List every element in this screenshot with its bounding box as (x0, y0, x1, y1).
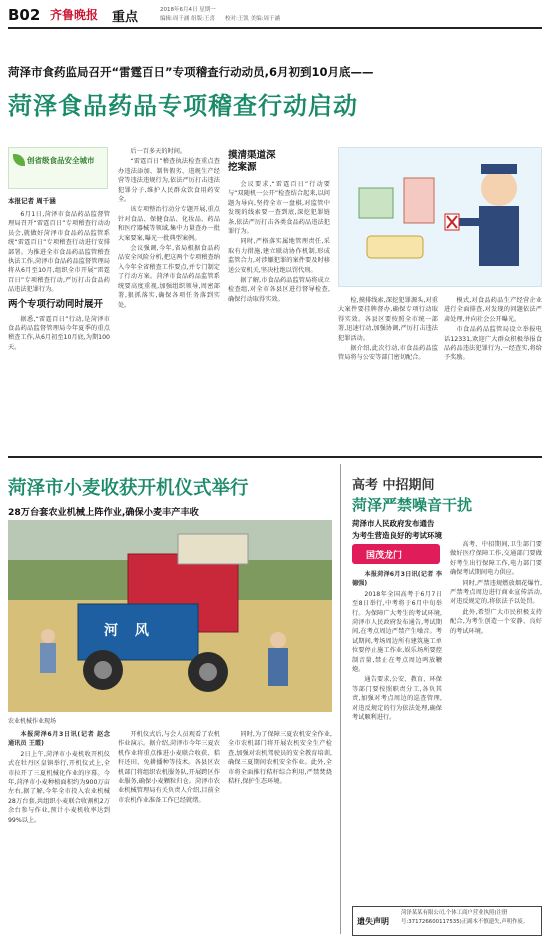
lost-notice-box (352, 906, 542, 936)
harvest-photo-icon (8, 520, 332, 712)
column-divider (340, 464, 341, 934)
story1-subhead-1: 两个专项行动同时展开 (8, 298, 104, 310)
story2-col2-paragraph: 开机仪式后,与会人员观看了农机作业演示。据介绍,菏泽市今年三夏农机作业将重点推进小麦联合收获、秸秆还田、免耕播种等技术。各县区农机部门将组织农机服务队,开展跨区作业服务,确保小麦颗粒归仓。菏泽市农业机械管理局有关负责人介绍,目前全市农机作业准备工作已经就绪。 (118, 731, 220, 804)
story3-sub-1: 菏泽市人民政府发布通告 (352, 519, 435, 528)
story1-column-4 (338, 296, 438, 450)
story2-col3-paragraph: 同时,为了保障三夏农机安全作业,全市农机部门将开展农机安全生产检查,加强对农机驾驶员的安全教育培训,确保三夏期间农机安全作业。此外,全市将全面推行秸秆综合利用,严禁焚烧秸秆,保护生态环境。 (228, 731, 332, 786)
story3-column-1 (352, 570, 442, 900)
story3-col1-paragraph-2: 通告要求,公安、教育、环保等部门要按照职责分工,各负其责,加强对考点周边的巡查管理,对违反规定的行为依法处理,确保考试顺利进行。 (352, 676, 442, 722)
story1-headline: 菏泽食品药品专项稽查行动启动 (8, 92, 358, 120)
story1-subhead-2: 摸清渠道深挖案源 (228, 150, 276, 173)
cartoon-illustration-icon (339, 148, 542, 287)
proof-line: 校对:王凯 美编:周千涵 (225, 16, 280, 22)
header-rule (8, 27, 542, 29)
lost-notice-title: 遗失声明 (357, 917, 389, 926)
story1-col1-paragraph-2: 据悉,“雷霆百日”行动,是菏泽市食品药品监督管理局今年夏季的重点稽查工作,从6月初至10月底,为期100天。 (8, 315, 110, 351)
story3-col2-paragraph: 高考、中招期间,卫生部门要做好医疗保障工作,交通部门要做好考生出行保障工作,电力部门要确保考试期间电力供应。 (450, 541, 542, 577)
logo-leaf-icon (13, 154, 25, 166)
food-safety-logo (8, 147, 108, 189)
story1-col3-paragraph-3: 据了解,市食品药品监管局将成立检查组,对全市各县区进行督导检查,确保行动取得实效。 (228, 277, 330, 303)
logo-text: 创省级食品安全城市 (27, 156, 95, 165)
story2-col1-paragraph: 2日上午,菏泽市小麦机收开机仪式在牡丹区皇镇举行,开机仪式上,全市拉开了三夏机械化作业的序幕。今年,菏泽市小麦种植面积约为900万亩左右,据了解,今年全市投入农业机械28万台套,共组织小麦联合收割机2万余台参与作业,预计小麦机收率达到99%以上。 (8, 750, 110, 824)
story3-col2-paragraph-3: 此外,希望广大市民积极支持配合,为考生创造一个安静、良好的考试环境。 (450, 608, 542, 635)
story2-headline: 菏泽市小麦收获开机仪式举行 (8, 478, 249, 499)
story1-column-2 (118, 147, 220, 450)
story3-sub-2: 为考生营造良好的考试环境 (352, 531, 442, 540)
story2-column-3 (228, 730, 332, 930)
story1-kicker: 菏泽市食药监局召开“雷霆百日”专项稽查行动动员,6月初到10月底—— (8, 65, 374, 79)
lost-notice-text: 菏泽某某有限公司,个体工商户营业执照(注册号:371726600117535)正副本不慎遗失,声明作废。 (401, 910, 529, 925)
story3-headline: 菏泽严禁噪音干扰 (352, 496, 473, 514)
story1-col2-paragraph-4: 会议强调,今年,省局根据食品药品安全风险分析,把这两个专项稽查纳入今年全省稽查工作要点,并专门制定了行动方案。菏泽市食品药品监管系统要高度重视,加强组织领导,周密部署,狠抓落实,确保各项任务落到实处。 (118, 245, 220, 309)
story1-col2-paragraph: 后一百多天的时间。 (130, 148, 187, 155)
photo-banner-text: 河 风 (104, 623, 155, 639)
paper-logo: 齐鲁晚报 (50, 8, 99, 22)
section-name: 重点 (112, 10, 139, 25)
section-divider (8, 456, 542, 458)
story1-col5-paragraph: 模式,对食品药品生产经营企业进行全面排查,对发现的问题依法严肃处理,并向社会公开曝光。 (444, 297, 542, 323)
story1-col5-paragraph-2: 市食品药品监管局设立举报电话12331,欢迎广大群众积极举报食品药品违法犯罪行为,一经查实,将给予奖励。 (444, 326, 542, 362)
page-code: B02 (8, 6, 41, 24)
food-safety-cartoon (338, 147, 542, 287)
story1-col1-paragraph: 6月1日,菏泽市食品药品监督管理局召开“雷霆百日”专项稽查行动动员会,就做好菏泽市食品药品监管系统“雷霆百日”专项稽查行动进行安排部署。为推进全市食品药品监管稽查执法工作,菏泽市食品药品监督管理局将从6月至10月,组织全市开展“雷霆百日”专项稽查行动,严厉打击食品药品违法犯罪行为。 (8, 211, 110, 294)
story1-col3-paragraph-2: 同时,严格落实属地管理责任,采取有力措施,建立联动协作机制,形成监管合力,对涉嫌犯罪的案件要及时移送公安机关,坚决杜绝以罚代刑。 (228, 238, 330, 274)
story3-byline: 本报菏泽6月3日讯(记者 李德强) (352, 571, 442, 588)
editor-line: 编辑:周千涵 组版:王喜 (160, 16, 215, 22)
story2-column-2 (118, 730, 220, 930)
story1-col2-paragraph-2: “雷霆百日”稽查执法检查重点查办违法添加、制售假劣、违规生产经营等违法违规行为,依法严厉打击违法犯罪分子,维护人民群众饮食用药安全。 (118, 158, 220, 204)
story1-column-1 (8, 210, 110, 450)
story2-subhead: 28万台套农业机械上阵作业,确保小麦丰产丰收 (8, 507, 199, 518)
story3-col2-paragraph-2: 同时,严禁违规燃放烟花爆竹,严禁考点周边进行商业宣传活动,对违反规定的,将依法予以处罚。 (450, 579, 542, 606)
story1-col3-paragraph: 会议要求,“雷霆百日”行动要与“双随机一公开”检查结合起来,以问题为导向,坚持全市一盘棋,对监管中发现的线索要一查到底,深挖犯罪链条,依法严厉打击各类食品药品违法犯罪行为。 (228, 181, 330, 236)
story1-column-5 (444, 296, 542, 450)
story3-kicker: 高考 中招期间 (352, 478, 435, 493)
story1-col4-paragraph-2: 据介绍,此次行动,市食品药品监管局将与公安等部门密切配合。 (338, 345, 438, 362)
story2-column-1 (8, 730, 110, 930)
story3-col1-paragraph: 2018年全国高考于6月7日至8日举行,中考将于6月中旬举行。为保障广大考生的考试环境,菏泽市人民政府发布通告,考试期间,在考点周边严禁产生噪音。考试期间,考场周边所有建筑施工单位要停止施工作业,娱乐场所要控制音量,禁止在考点周边鸣放鞭炮。 (352, 590, 442, 674)
story1-byline: 本报记者 周千涵 (8, 197, 56, 205)
harvest-photo (8, 520, 332, 712)
story2-byline: 本报菏泽6月3日讯(记者 赵念 通讯员 王霞) (8, 731, 110, 748)
page-header (0, 0, 550, 26)
story1-column-3 (228, 180, 330, 450)
sponsor-logo-text: 国茂龙门 (366, 551, 403, 561)
story1-col4-paragraph: 检,摸排线索,深挖犯罪源头,对重大案件要挂牌督办,确保专项行动取得实效。各县区要按照全市统一部署,迅速行动,加强协调,严厉打击违法犯罪活动。 (338, 297, 438, 342)
date-line: 2018年6月4日 星期一 (160, 7, 216, 13)
photo-caption: 农业机械作业现场 (8, 718, 57, 725)
story3-column-2 (450, 540, 542, 900)
sponsor-logo (352, 544, 440, 564)
story1-col2-paragraph-3: 该专项整治行动分专题开展,重点针对食品、保健食品、化妆品、药品和医疗器械等领域,集中力量查办一批大案要案,曝光一批典型案例。 (118, 206, 220, 242)
